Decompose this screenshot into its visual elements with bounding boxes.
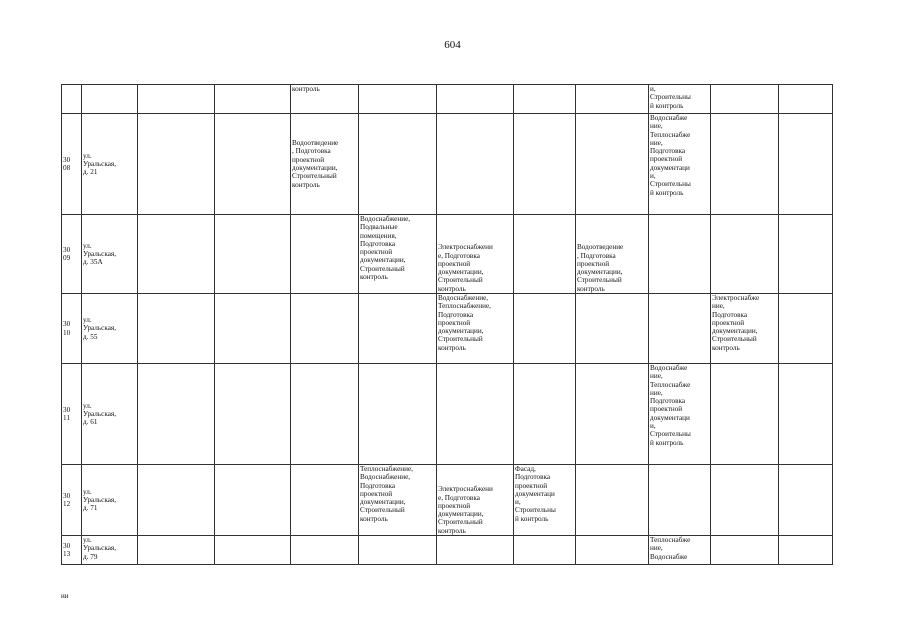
- table-row: [62, 465, 833, 536]
- work-cell: [514, 294, 576, 364]
- work-cell: [437, 536, 514, 565]
- table-row: [62, 215, 833, 294]
- work-cell: [711, 536, 779, 565]
- table-row: [62, 536, 833, 565]
- table-cell: [138, 465, 215, 536]
- table-cell: [215, 465, 291, 536]
- work-cell: [359, 114, 437, 215]
- address-cell: ул. Уральская, д. 79: [82, 536, 138, 565]
- work-cell: [514, 536, 576, 565]
- address-cell: ул. Уральская, д. 35А: [82, 215, 138, 294]
- table-row: [62, 294, 833, 364]
- work-cell: Теплоснабжение, Водоснабжение, Подготовка проектной документации, Строительный контроль: [359, 465, 437, 536]
- table-row: [62, 364, 833, 465]
- address-cell: [82, 85, 138, 114]
- row-number: 30 09: [62, 215, 82, 294]
- work-cell: [576, 465, 649, 536]
- work-cell: [711, 465, 779, 536]
- work-cell: [437, 85, 514, 114]
- table-cell: [779, 536, 833, 565]
- work-cell: [514, 364, 576, 465]
- table-cell: [215, 536, 291, 565]
- work-cell: [359, 294, 437, 364]
- work-cell: [514, 114, 576, 215]
- page-number: 604: [444, 39, 461, 51]
- row-number: 30 08: [62, 114, 82, 215]
- address-cell: ул. Уральская, д. 61: [82, 364, 138, 465]
- table-row: [62, 114, 833, 215]
- work-cell: Электроснабжени е, Подготовка проектной документации, Строительный контроль: [437, 215, 514, 294]
- table-cell: [779, 465, 833, 536]
- work-cell: [576, 294, 649, 364]
- work-cell: Водоснабжение, Теплоснабжение, Подготовка проектной документации, Строительный контроль: [437, 294, 514, 364]
- work-cell: Водоснабже ние, Теплоснабже ние, Подготовка проектной документаци и, Строительны й контроль: [649, 364, 711, 465]
- footer-mark: ии: [61, 592, 69, 600]
- work-cell: контроль: [291, 85, 359, 114]
- work-cell: [437, 114, 514, 215]
- table-cell: [779, 114, 833, 215]
- work-cell: [359, 536, 437, 565]
- table-cell: [215, 364, 291, 465]
- table-row: [62, 85, 833, 114]
- row-number: 30 12: [62, 465, 82, 536]
- work-cell: [649, 215, 711, 294]
- work-cell: [514, 215, 576, 294]
- repair-schedule-table: [61, 84, 833, 565]
- work-cell: [437, 364, 514, 465]
- work-cell: [711, 364, 779, 465]
- table-cell: [138, 85, 215, 114]
- work-cell: [291, 465, 359, 536]
- work-cell: Электроснабже ние, Подготовка проектной документации, Строительный контроль: [711, 294, 779, 364]
- work-cell: [649, 465, 711, 536]
- work-cell: [359, 364, 437, 465]
- work-cell: и, Строительны й контроль: [649, 85, 711, 114]
- address-cell: ул. Уральская, д. 71: [82, 465, 138, 536]
- table-cell: [779, 364, 833, 465]
- work-cell: [576, 114, 649, 215]
- work-cell: Водоотведение , Подготовка проектной документации, Строительный контроль: [576, 215, 649, 294]
- table-cell: [138, 215, 215, 294]
- table-cell: [138, 114, 215, 215]
- row-number: [62, 85, 82, 114]
- table-cell: [215, 85, 291, 114]
- work-cell: [359, 85, 437, 114]
- work-cell: [514, 85, 576, 114]
- table-cell: [138, 294, 215, 364]
- work-cell: [576, 536, 649, 565]
- table-cell: [215, 215, 291, 294]
- work-cell: [649, 294, 711, 364]
- table-cell: [779, 85, 833, 114]
- table-cell: [215, 114, 291, 215]
- work-cell: Водоотведение , Подготовка проектной документации, Строительный контроль: [291, 114, 359, 215]
- work-cell: Теплоснабже ние, Водоснабже: [649, 536, 711, 565]
- table-cell: [779, 215, 833, 294]
- work-cell: [291, 536, 359, 565]
- work-cell: [576, 85, 649, 114]
- work-cell: Электроснабжени е, Подготовка проектной документации, Строительный контроль: [437, 465, 514, 536]
- table-cell: [138, 536, 215, 565]
- row-number: 30 10: [62, 294, 82, 364]
- work-cell: [711, 85, 779, 114]
- work-cell: [291, 294, 359, 364]
- address-cell: ул. Уральская, д. 21: [82, 114, 138, 215]
- work-cell: Водоснабжение, Подвальные помещения, Подготовка проектной документации, Строительный контроль: [359, 215, 437, 294]
- work-cell: [291, 364, 359, 465]
- table-cell: [215, 294, 291, 364]
- work-cell: [576, 364, 649, 465]
- work-cell: [291, 215, 359, 294]
- address-cell: ул. Уральская, д. 55: [82, 294, 138, 364]
- work-cell: Фасад, Подготовка проектной документаци и, Строительны й контроль: [514, 465, 576, 536]
- row-number: 30 11: [62, 364, 82, 465]
- work-cell: [711, 215, 779, 294]
- table-cell: [779, 294, 833, 364]
- row-number: 30 13: [62, 536, 82, 565]
- work-cell: Водоснабже ние, Теплоснабже ние, Подготовка проектной документаци и, Строительны й контроль: [649, 114, 711, 215]
- table-cell: [138, 364, 215, 465]
- work-cell: [711, 114, 779, 215]
